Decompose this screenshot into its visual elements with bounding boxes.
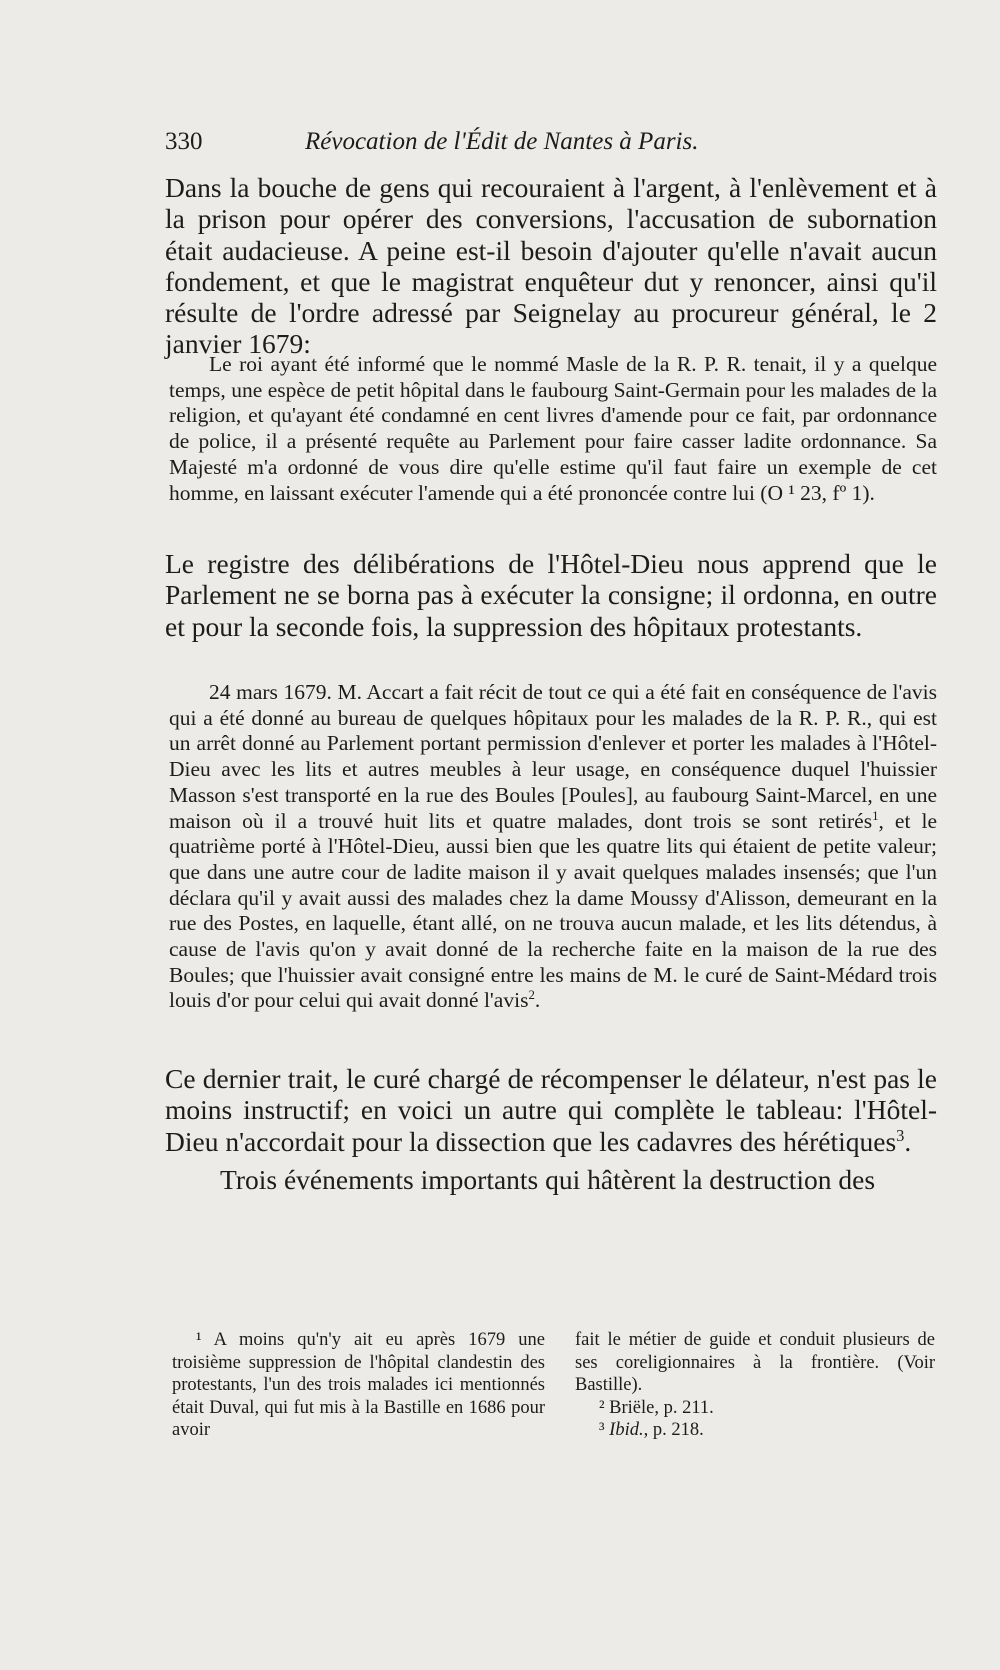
quotation-hotel-dieu-register xyxy=(169,680,937,1014)
quotation-text: 24 mars 1679. M. Accart a fait récit de tout ce qui a été fait en conséquence de l'avis qui a été donné au bureau de quelques hôpitaux pour les malades de la R. P. R., qui est un arrêt donné au Parlement portant permission d'enlever et porter les malades à l'Hôtel-Dieu avec les lits et autres meubles à leur usage, en conséquence duquel l'huissier Masson s'est transporté en la rue des Boules [Poules], au faubourg Saint-Marcel, en une maison où il a trouvé huit lits et quatre malades, dont trois se sont retirés xyxy=(169,680,937,833)
body-paragraph-2: Le registre des délibérations de l'Hôtel-Dieu nous apprend que le Parlement ne se borna pas à exécuter la consigne; il ordonna, en outre et pour la seconde fois, la suppression des hôpitaux protestants. xyxy=(165,548,937,642)
quotation-text-continued: , et le quatrième porté à l'Hôtel-Dieu, aussi bien que les quatre lits qui étaient de petite valeur; que dans une autre cour de ladite maison il y avait quelques malades insensés; que l'un déclara qu'il y avait aussi des malades chez la dame Moussy d'Alisson, demeurant en la rue des Postes, en laquelle, étant allé, on ne trouva aucun malade, et les lits détendus, à cause de l'avis qu'on y avait donné de la recherche faite en la maison de la rue des Boules; que l'huissier avait consigné entre les mains de M. le curé de Saint-Médard trois louis d'or pour celui qui avait donné l'avis xyxy=(169,808,937,1013)
paragraph-text: Ce dernier trait, le curé chargé de récompenser le délateur, n'est pas le moins instructif; en voici un autre qui complète le tableau: l'Hôtel-Dieu n'accordait pour la dissection que les cadavres des hérétiques xyxy=(165,1063,937,1157)
footnote-ref-3: 3 xyxy=(896,1125,905,1145)
quotation-seignelay-order: Le roi ayant été informé que le nommé Masle de la R. P. R. tenait, il y a quelque temps, une espèce de petit hôpital dans le faubourg Saint-Germain pour les malades de la religion, et qu'ayant été condamné en cent livres d'amende pour ce fait, par ordonnance de police, il a présenté requête au Parlement pour faire casser ladite ordonnance. Sa Majesté m'a ordonné de vous dire qu'elle estime qu'il faut faire un exemple de cet homme, en laissant exécuter l'amende qui a été prononcée contre lui (O ¹ 23, fº 1). xyxy=(169,352,937,505)
footnote-1-continued: fait le métier de guide et conduit plusieurs de ses coreligionnaires à la frontière. (Voir Bastille). xyxy=(575,1330,935,1395)
footnote-3-text: , p. 218. xyxy=(643,1420,704,1440)
running-title: Révocation de l'Édit de Nantes à Paris. xyxy=(305,128,699,155)
footnote-3 xyxy=(575,1419,935,1442)
paragraph-end: . xyxy=(904,1125,912,1157)
footnote-3-marker: ³ xyxy=(599,1420,605,1440)
footnote-1-marker: ¹ xyxy=(196,1330,202,1350)
body-paragraph-3 xyxy=(165,1063,937,1157)
footnote-1-text: A moins qu'n'y ait eu après 1679 une troisième suppression de l'hôpital clandestin des protestants, l'un des trois malades ici mentionnés était Duval, qui fut mis à la Bastille en 1686 pour avoir xyxy=(172,1330,545,1440)
body-paragraph-1: Dans la bouche de gens qui recouraient à l'argent, à l'enlèvement et à la prison pour opérer des conversions, l'accusation de subornation était audacieuse. A peine est-il besoin d'ajouter qu'elle n'avait aucun fondement, et que le magistrat enquêteur dut y renoncer, ainsi qu'il résulte de l'ordre adressé par Seignelay au procureur général, le 2 janvier 1679: xyxy=(165,172,937,360)
footnotes-left-column xyxy=(172,1329,545,1442)
footnotes-right-column xyxy=(575,1329,935,1442)
footnote-3-ibid: Ibid. xyxy=(609,1420,644,1440)
footnote-2: ² Briële, p. 211. xyxy=(599,1397,714,1418)
quotation-end: . xyxy=(534,988,541,1013)
footnote-1 xyxy=(172,1329,545,1442)
footnote-ref-1: 1 xyxy=(872,808,879,823)
footnote-ref-2: 2 xyxy=(528,988,535,1003)
page-number: 330 xyxy=(165,128,203,155)
body-paragraph-4: Trois événements importants qui hâtèrent la destruction des xyxy=(220,1164,876,1195)
page-header xyxy=(165,128,785,162)
